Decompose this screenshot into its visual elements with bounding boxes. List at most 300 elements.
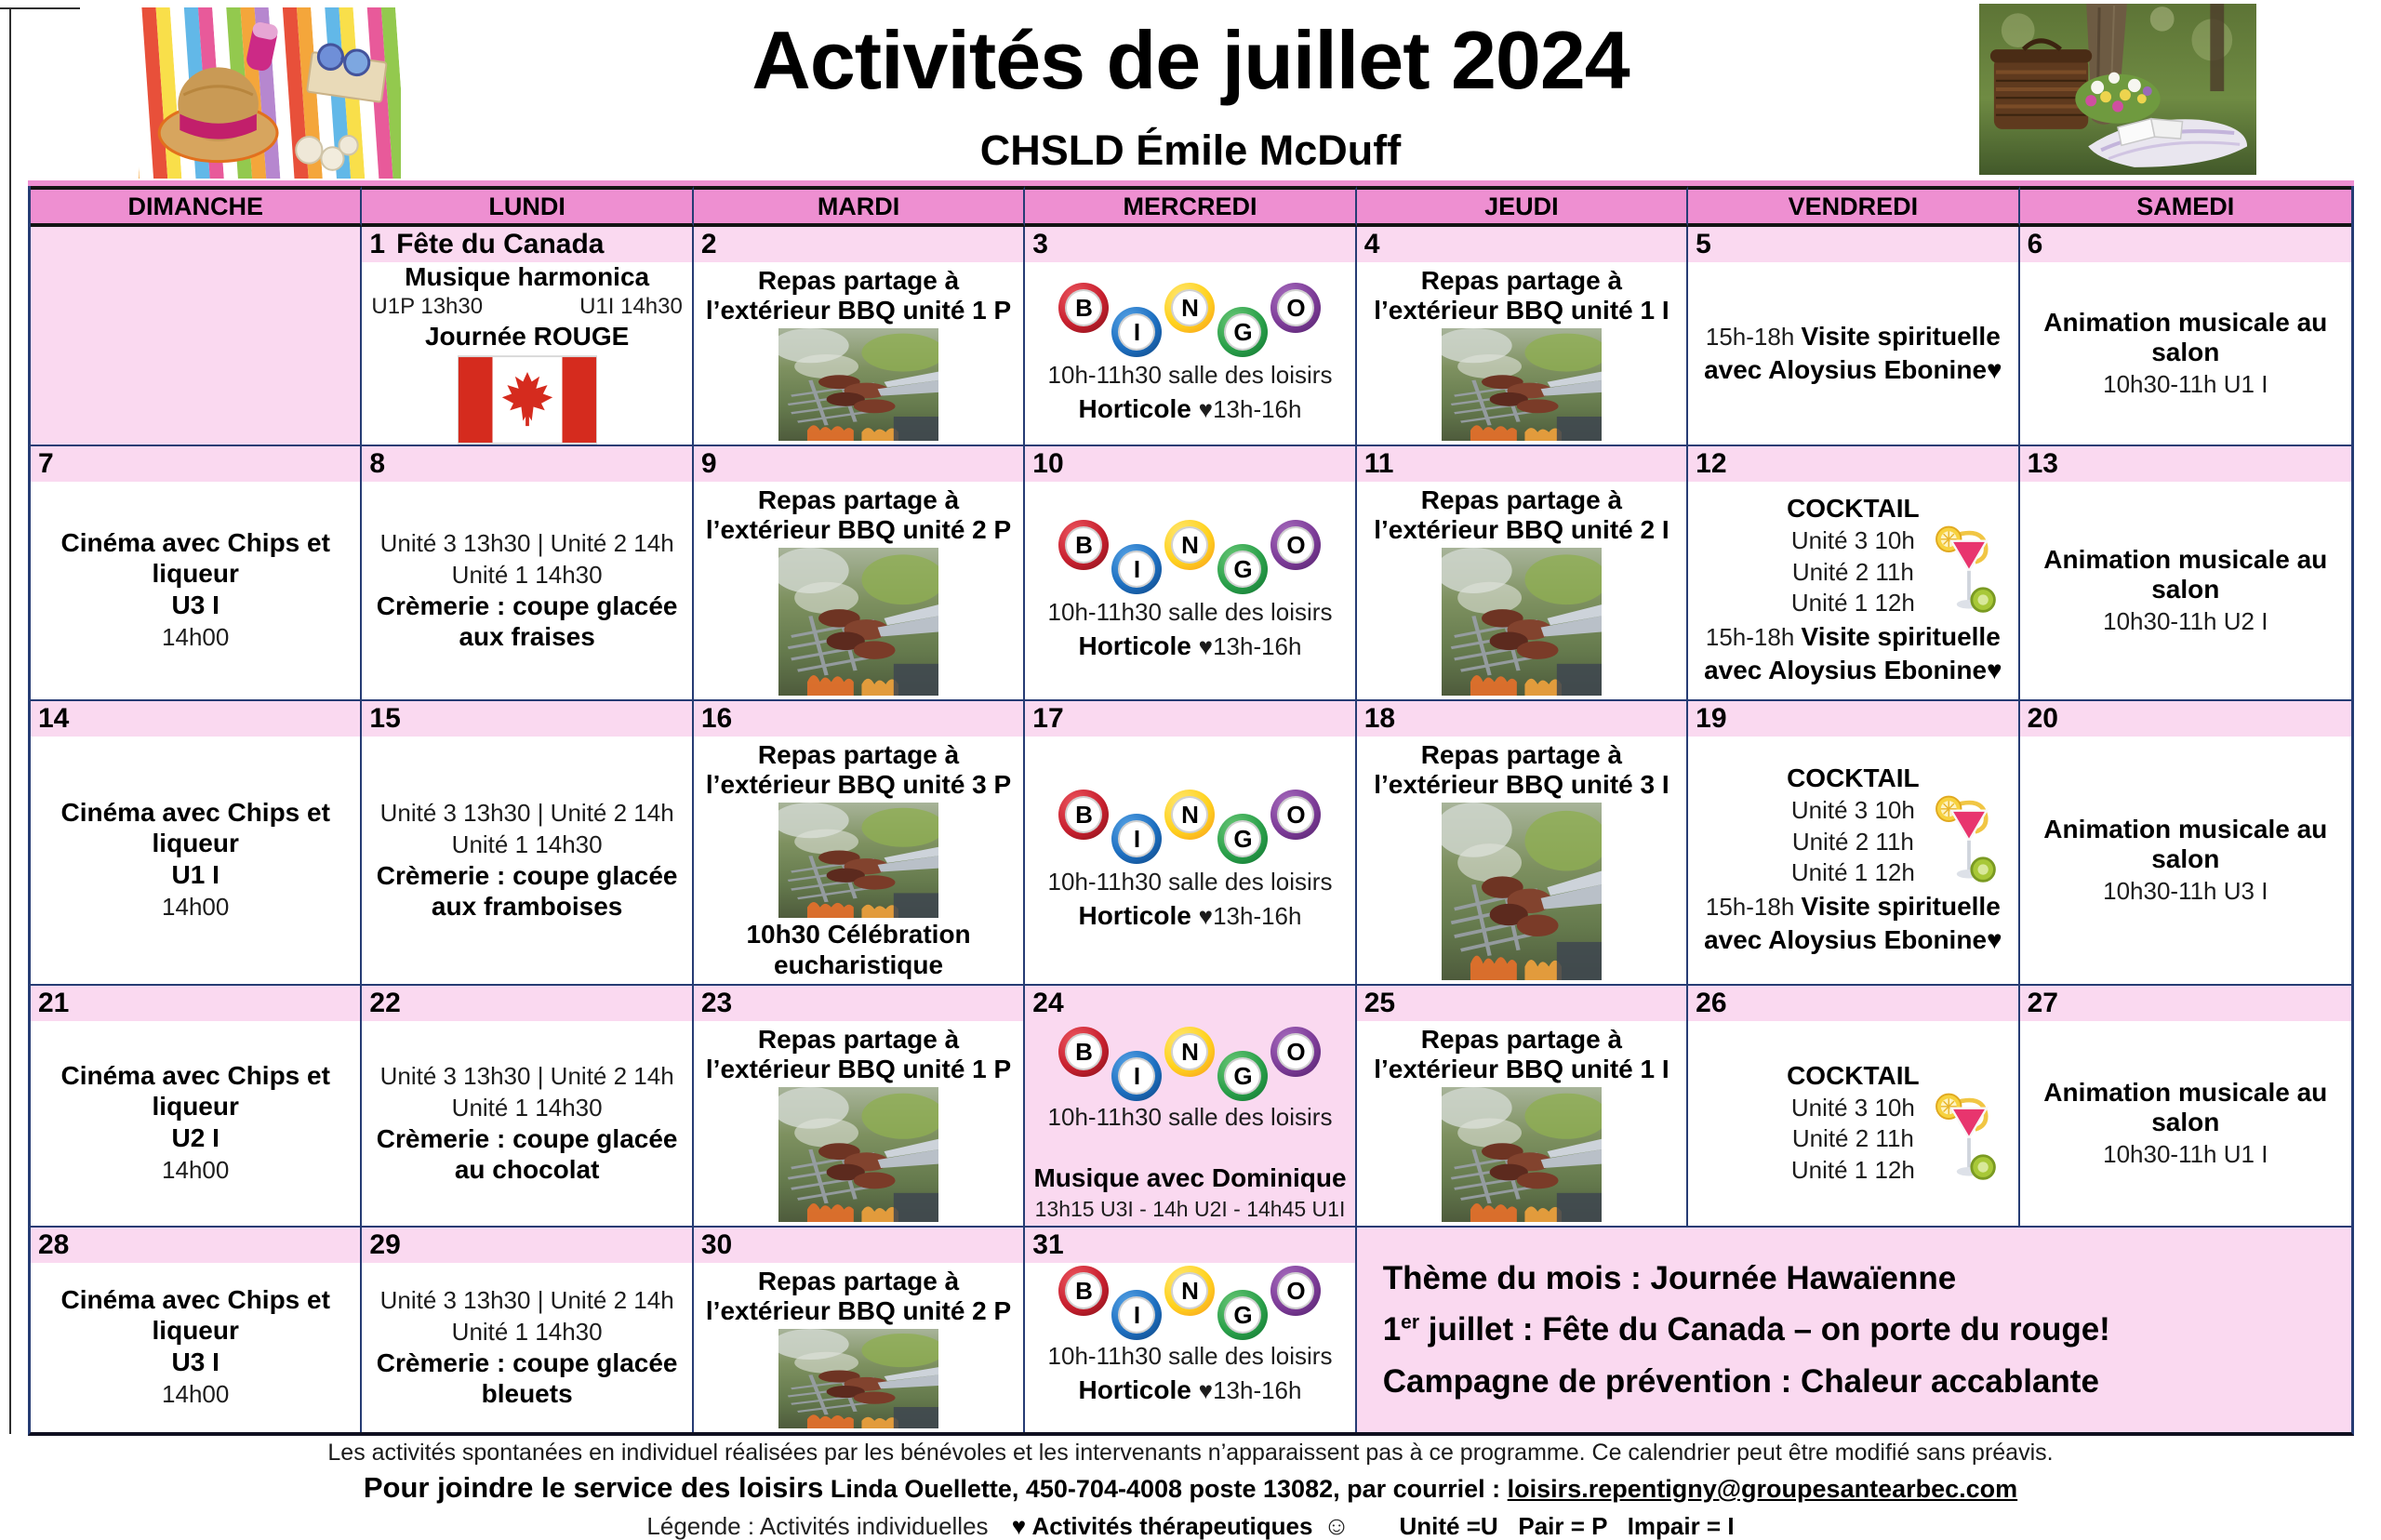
- activity-title: COCKTAIL: [1787, 494, 1920, 524]
- day-number-band: [31, 701, 360, 737]
- day-number-band: [1025, 227, 1354, 262]
- bingo-balls-graphic: [1058, 283, 1321, 359]
- weekday-header-vendredi: VENDREDI: [1688, 186, 2019, 227]
- bingo-ball-letter: N: [1181, 531, 1199, 560]
- activity-text: 10h-11h30 salle des loisirs: [1047, 598, 1333, 627]
- activity-title: Repas partage à l’extérieur BBQ unité 2 P: [705, 485, 1012, 545]
- activity-text: [1078, 392, 1301, 426]
- weekday-header-lundi: LUNDI: [362, 186, 693, 227]
- day-number: 5: [1696, 229, 1711, 259]
- day-number-band: [362, 986, 691, 1021]
- day-cell-18: [1357, 701, 1688, 986]
- time-left: U1P 13h30: [371, 294, 484, 319]
- page-subtitle: CHSLD Émile McDuff: [979, 126, 1402, 174]
- day-number: 11: [1363, 448, 1394, 479]
- day-cell-4: [1357, 227, 1688, 446]
- bingo-ball-n: [1164, 790, 1215, 840]
- day-number-band: [1688, 446, 2017, 482]
- day-number: 28: [38, 1229, 70, 1260]
- day-cell-20: [2020, 701, 2351, 986]
- activity-text: Unité 3 13h30 | Unité 2 14h: [379, 798, 674, 827]
- day-content: [1357, 262, 1686, 445]
- activity-times: [369, 294, 684, 320]
- scan-artifact-line: [0, 7, 80, 9]
- activity-title: Repas partage à l’extérieur BBQ unité 1 P: [705, 1025, 1012, 1084]
- bbq-photo: [778, 1329, 938, 1428]
- day-content: [362, 1021, 691, 1226]
- bbq-photo: [778, 1087, 938, 1222]
- bingo-ball-letter: N: [1181, 1277, 1199, 1306]
- day-number-band: [1688, 986, 2017, 1021]
- day-number: 19: [1696, 703, 1727, 734]
- day-content: [694, 1021, 1023, 1226]
- bingo-ball-o: [1270, 1266, 1321, 1316]
- bingo-balls-graphic: [1058, 790, 1321, 866]
- day-cell-2: [694, 227, 1025, 446]
- day-content: [1025, 737, 1354, 984]
- cocktail-icon: [1929, 520, 2009, 621]
- text-part: juillet : Fête du Canada – on porte du rouge!: [1419, 1311, 2110, 1348]
- day-cell-19: [1688, 701, 2019, 986]
- day-cell-14: [31, 701, 362, 986]
- day-number-band: [1025, 986, 1354, 1021]
- activity-text: 10h30-11h U1 I: [2103, 1139, 2268, 1168]
- activity-text: Unité 3 10h: [1790, 1093, 1915, 1122]
- day-content: [1357, 1021, 1686, 1226]
- activity-title: Crèmerie : coupe glacée au chocolat: [376, 1124, 678, 1184]
- bingo-ball-letter: B: [1075, 531, 1093, 560]
- bingo-ball-letter: O: [1286, 801, 1306, 830]
- bingo-ball-o: [1270, 283, 1321, 333]
- activity-title: Musique avec Dominique: [1033, 1163, 1347, 1193]
- bingo-ball-letter: G: [1233, 318, 1253, 347]
- theme-line: [1383, 1260, 2340, 1296]
- bingo-ball-letter: I: [1133, 1301, 1141, 1330]
- day-number: 21: [38, 988, 70, 1018]
- bingo-ball-letter: I: [1133, 555, 1141, 584]
- bingo-ball-letter: G: [1233, 1301, 1253, 1330]
- day-number-band: [694, 986, 1023, 1021]
- day-number-band: [694, 1228, 1023, 1263]
- bingo-ball-letter: B: [1075, 1038, 1093, 1066]
- day-content: [2020, 1021, 2351, 1226]
- email-link[interactable]: loisirs.repentigny@groupesantearbec.com: [1507, 1475, 2018, 1503]
- weekday-header-samedi: SAMEDI: [2020, 186, 2351, 227]
- bingo-ball-g: [1217, 544, 1268, 594]
- day-number: 20: [2027, 703, 2058, 734]
- bbq-photo: [1442, 1087, 1602, 1222]
- activity-text: 10h30-11h U1 I: [2103, 369, 2268, 398]
- day-content: [1688, 482, 2017, 699]
- text-part: er: [1401, 1311, 1420, 1334]
- text-part: Visite spirituelle avec Aloysius Ebonine♥: [1704, 621, 2002, 684]
- day-number: 25: [1363, 988, 1396, 1018]
- activity-text: Unité 2 11h: [1791, 827, 1914, 856]
- activity-text: 10h30-11h U2 I: [2103, 606, 2268, 635]
- day-cell-16: [694, 701, 1025, 986]
- bingo-ball-letter: O: [1286, 1277, 1306, 1306]
- day-number-band: [31, 986, 360, 1021]
- bingo-ball-n: [1164, 1266, 1215, 1316]
- day-number-band: [1025, 1228, 1354, 1263]
- activity-text: 14h00: [162, 1379, 230, 1408]
- day-content: [31, 1263, 360, 1432]
- activity-text: 14h00: [162, 892, 230, 921]
- activity-title: 10h30 Célébration eucharistique: [746, 920, 971, 979]
- bingo-ball-g: [1217, 1290, 1268, 1340]
- day-cell-5: [1688, 227, 2019, 446]
- day-number-band: [2020, 701, 2351, 737]
- day-number-band: [1688, 227, 2017, 262]
- activity-title: Musique harmonica: [405, 261, 650, 291]
- day-number: 2: [700, 229, 717, 259]
- activity-title: Cinéma avec Chips et liqueur: [60, 1061, 330, 1121]
- empty-cell: [31, 227, 362, 446]
- day-number: 1: [369, 229, 386, 259]
- day-content: [1688, 262, 2017, 445]
- text-part: Visite spirituelle avec Aloysius Ebonine♥: [1704, 891, 2002, 954]
- activity-text: Unité 1 14h30: [451, 830, 603, 858]
- activity-title: Repas partage à l’extérieur BBQ unité 2 I: [1374, 485, 1669, 545]
- footer-legend: [0, 1511, 2381, 1540]
- bingo-ball-letter: O: [1286, 1038, 1306, 1066]
- theme-line: [1383, 1363, 2340, 1400]
- day-cell-26: [1688, 986, 2019, 1228]
- footer-contact-lead: Pour joindre le service des loisirs: [363, 1471, 824, 1504]
- activity-title: Journée ROUGE: [424, 322, 630, 351]
- activity-text: 10h30-11h U3 I: [2103, 876, 2268, 905]
- day-number: 13: [2027, 448, 2058, 479]
- text-part: ♥13h-16h: [1198, 1375, 1302, 1404]
- activity-text: 10h-11h30 salle des loisirs: [1047, 361, 1333, 390]
- text-part: 15h-18h: [1705, 892, 1802, 921]
- bbq-photo: [778, 548, 938, 696]
- bingo-ball-i: [1111, 307, 1162, 357]
- activity-text: 10h-11h30 salle des loisirs: [1047, 1103, 1333, 1131]
- bbq-photo: [778, 803, 938, 918]
- bingo-ball-letter: G: [1233, 825, 1253, 854]
- footer-contact: [0, 1471, 2381, 1505]
- activity-text: Unité 1 14h30: [451, 1317, 603, 1346]
- bbq-photo: [1442, 803, 1602, 980]
- bingo-ball-i: [1111, 544, 1162, 594]
- activity-title: Animation musicale au salon: [2043, 544, 2328, 604]
- activity-title: COCKTAIL: [1787, 1061, 1920, 1091]
- day-number: 10: [1032, 448, 1064, 479]
- day-content: [694, 262, 1023, 445]
- day-content: [1025, 262, 1354, 445]
- smiley-icon: ☺: [1323, 1511, 1350, 1540]
- day-cell-31: [1025, 1228, 1356, 1432]
- time-right: U1I 14h30: [579, 294, 683, 319]
- weekday-header-mardi: MARDI: [694, 186, 1025, 227]
- activity-text: 14h00: [162, 622, 230, 651]
- activity-title: Cinéma avec Chips et liqueur: [60, 798, 330, 857]
- activity-title: Cinéma avec Chips et liqueur: [60, 528, 330, 588]
- day-number: 24: [1032, 988, 1064, 1018]
- day-number-band: [362, 701, 691, 737]
- day-content: [2020, 482, 2351, 699]
- cocktail-block: [1696, 763, 2010, 888]
- activity-text: [1078, 630, 1301, 663]
- text-part: ♥13h-16h: [1198, 394, 1302, 423]
- day-number-band: [1025, 701, 1354, 737]
- day-content: [31, 482, 360, 699]
- day-number: 6: [2027, 229, 2043, 259]
- weekday-header-jeudi: JEUDI: [1357, 186, 1688, 227]
- activity-title: Crèmerie : coupe glacée aux framboises: [376, 861, 678, 921]
- bingo-ball-letter: I: [1133, 318, 1141, 347]
- bbq-photo: [1442, 548, 1602, 696]
- activity-title: U3 I: [171, 1348, 219, 1377]
- day-content: [694, 482, 1023, 699]
- activity-text: [1696, 320, 2010, 387]
- activity-title: Animation musicale au salon: [2043, 307, 2328, 367]
- bingo-ball-letter: O: [1286, 531, 1306, 560]
- bingo-ball-letter: B: [1075, 1277, 1093, 1306]
- activity-title: Repas partage à l’extérieur BBQ unité 3 I: [1374, 740, 1669, 800]
- activity-text: Unité 3 10h: [1790, 525, 1915, 554]
- bbq-photo: [1442, 328, 1602, 441]
- activity-text: 14h00: [162, 1155, 230, 1184]
- activity-text: Unité 2 11h: [1791, 1124, 1914, 1153]
- activity-text: Unité 1 12h: [1790, 1156, 1915, 1185]
- day-cell-23: [694, 986, 1025, 1228]
- activity-text: 10h-11h30 salle des loisirs: [1047, 868, 1333, 896]
- scan-artifact-line: [9, 7, 11, 1434]
- bingo-ball-n: [1164, 283, 1215, 333]
- day-number: 29: [369, 1229, 401, 1260]
- text-part: Campagne de prévention : Chaleur accablante: [1382, 1362, 2099, 1400]
- day-number-band: [362, 1228, 691, 1263]
- legend-therapeutic: ♥ Activités thérapeutiques: [1011, 1512, 1313, 1540]
- day-number-band: [362, 446, 691, 482]
- day-cell-27: [2020, 986, 2351, 1228]
- day-number: 4: [1363, 229, 1380, 259]
- bingo-ball-g: [1217, 307, 1268, 357]
- bingo-ball-n: [1164, 520, 1215, 570]
- bingo-ball-b: [1058, 790, 1109, 840]
- text-part: ♥13h-16h: [1198, 901, 1302, 930]
- activity-title: Repas partage à l’extérieur BBQ unité 1 P: [705, 266, 1012, 325]
- day-content: [2020, 737, 2351, 984]
- day-number: 12: [1696, 448, 1727, 479]
- bingo-ball-g: [1217, 814, 1268, 864]
- text-part: Horticole: [1078, 393, 1199, 423]
- bingo-ball-letter: G: [1233, 1062, 1253, 1090]
- bingo-ball-letter: B: [1075, 294, 1093, 323]
- day-number-band: [694, 446, 1023, 482]
- day-number: 23: [700, 988, 733, 1018]
- bbq-photo: [778, 328, 938, 441]
- bingo-balls-graphic: [1058, 520, 1321, 596]
- text-part: 15h-18h: [1705, 622, 1802, 651]
- activity-text: [1078, 1374, 1301, 1407]
- day-content: [1025, 482, 1354, 699]
- activity-title: Repas partage à l’extérieur BBQ unité 1 I: [1374, 1025, 1669, 1084]
- day-cell-24: [1025, 986, 1356, 1228]
- cocktail-icon: [1929, 1087, 2009, 1188]
- day-content: [31, 737, 360, 984]
- bingo-balls-graphic: [1058, 1027, 1321, 1101]
- activity-text: Unité 1 12h: [1790, 589, 1915, 617]
- day-number: 15: [369, 703, 401, 734]
- day-number: 9: [700, 448, 717, 479]
- day-content: [1688, 737, 2017, 984]
- day-number-band: [31, 1228, 360, 1263]
- day-number: 7: [38, 448, 54, 479]
- bingo-ball-b: [1058, 520, 1109, 570]
- day-number: 17: [1032, 703, 1064, 734]
- text-part: 15h-18h: [1705, 323, 1802, 352]
- day-cell-9: [694, 446, 1025, 701]
- activity-title: Animation musicale au salon: [2043, 1077, 2328, 1137]
- theme-box: [1357, 1228, 2351, 1432]
- theme-line: [1383, 1311, 2340, 1348]
- day-number-band: [1357, 446, 1686, 482]
- day-cell-15: [362, 701, 693, 986]
- day-number-band: [694, 701, 1023, 737]
- activity-text: 10h-11h30 salle des loisirs: [1047, 1342, 1333, 1371]
- day-number-band: [2020, 446, 2351, 482]
- day-content: [694, 1263, 1023, 1432]
- activity-text: Unité 1 12h: [1790, 858, 1915, 887]
- day-number: 27: [2027, 988, 2058, 1018]
- day-content: [1025, 1263, 1354, 1408]
- bingo-ball-i: [1111, 1051, 1162, 1101]
- text-part: Horticole: [1078, 631, 1199, 660]
- footer-note: Les activités spontanées en individuel réalisées par les bénévoles et les intervenants n’apparaissent pas à ce programme. Ce calendrier peut être modifié sans préavis.: [327, 1440, 2054, 1466]
- activity-text: Unité 3 13h30 | Unité 2 14h: [379, 1285, 674, 1314]
- day-number-band: [2020, 227, 2351, 262]
- day-cell-17: [1025, 701, 1356, 986]
- day-content: [1357, 737, 1686, 984]
- day-content: [1688, 1021, 2017, 1226]
- canada-flag-graphic: [458, 355, 597, 445]
- day-number: 16: [700, 703, 733, 734]
- activity-title: Crèmerie : coupe glacée aux fraises: [376, 591, 678, 651]
- bingo-ball-letter: I: [1133, 825, 1141, 854]
- picnic-blanket-photo: [139, 7, 401, 179]
- day-content: [1357, 482, 1686, 699]
- bingo-ball-letter: O: [1286, 294, 1306, 323]
- legend-codes: Unité =U Pair = P Impair = I: [1399, 1512, 1735, 1540]
- day-number: 30: [700, 1229, 733, 1260]
- day-number-band: [2020, 986, 2351, 1021]
- activity-title: Animation musicale au salon: [2043, 814, 2328, 874]
- text-part: Horticole: [1078, 900, 1199, 930]
- day-number: 22: [369, 988, 401, 1018]
- day-content: [362, 737, 691, 984]
- day-cell-29: [362, 1228, 693, 1432]
- day-number-band: [1357, 227, 1686, 262]
- activity-title: U2 I: [171, 1123, 219, 1153]
- day-cell-7: [31, 446, 362, 701]
- bingo-ball-letter: N: [1181, 1038, 1199, 1066]
- day-number-band: [1357, 986, 1686, 1021]
- activity-text: Unité 3 10h: [1790, 795, 1915, 824]
- day-content: [1025, 1021, 1354, 1226]
- day-cell-10: [1025, 446, 1356, 701]
- day-content: [2020, 262, 2351, 445]
- activity-text: [1696, 890, 2010, 957]
- day-cell-28: [31, 1228, 362, 1432]
- bingo-ball-i: [1111, 1290, 1162, 1340]
- day-number-band: [362, 227, 691, 262]
- day-number: 18: [1363, 703, 1396, 734]
- day-cell-30: [694, 1228, 1025, 1432]
- bingo-ball-o: [1270, 520, 1321, 570]
- day-number: 8: [369, 448, 386, 479]
- activity-text: Unité 1 14h30: [451, 1093, 603, 1122]
- footer-contact-info: Linda Ouellette, 450-704-4008 poste 13082, par courriel :: [823, 1475, 1508, 1503]
- day-cell-1: [362, 227, 693, 446]
- day-content: [31, 1021, 360, 1226]
- bingo-ball-b: [1058, 1027, 1109, 1077]
- bingo-ball-letter: G: [1233, 555, 1253, 584]
- day-cell-11: [1357, 446, 1688, 701]
- activity-title: U1 I: [171, 860, 219, 890]
- page-title: Activités de juillet 2024: [752, 14, 1629, 106]
- activity-text: Unité 2 11h: [1791, 557, 1914, 586]
- text-part: Thème du mois : Journée Hawaïenne: [1382, 1260, 1957, 1297]
- day-cell-22: [362, 986, 693, 1228]
- activity-title: Repas partage à l’extérieur BBQ unité 2 P: [705, 1267, 1012, 1326]
- activity-text: Unité 1 14h30: [451, 560, 603, 589]
- day-number-band: [31, 446, 360, 482]
- weekday-header-mercredi: MERCREDI: [1025, 186, 1356, 227]
- day-cell-6: [2020, 227, 2351, 446]
- activity-title: COCKTAIL: [1787, 763, 1920, 793]
- activity-title: Repas partage à l’extérieur BBQ unité 1 I: [1374, 266, 1669, 325]
- picnic-basket-photo: [1979, 4, 2256, 175]
- weekday-header-dimanche: DIMANCHE: [31, 186, 362, 227]
- text-part: 1: [1382, 1311, 1402, 1348]
- activity-text: Unité 3 13h30 | Unité 2 14h: [379, 528, 674, 557]
- activity-title: Crèmerie : coupe glacée bleuets: [376, 1348, 678, 1408]
- bingo-ball-o: [1270, 790, 1321, 840]
- bingo-ball-letter: I: [1133, 1062, 1141, 1090]
- activity-title: Cinéma avec Chips et liqueur: [60, 1285, 330, 1345]
- bingo-ball-o: [1270, 1027, 1321, 1077]
- text-part: Horticole: [1078, 1374, 1199, 1404]
- bingo-ball-letter: N: [1181, 801, 1199, 830]
- bingo-ball-i: [1111, 814, 1162, 864]
- day-cell-12: [1688, 446, 2019, 701]
- day-number: 31: [1032, 1229, 1064, 1260]
- bingo-ball-b: [1058, 283, 1109, 333]
- day-cell-21: [31, 986, 362, 1228]
- bingo-ball-b: [1058, 1266, 1109, 1316]
- day-content: [362, 1263, 691, 1432]
- day-content: [362, 262, 691, 445]
- activity-text: [1696, 620, 2010, 687]
- day-cell-8: [362, 446, 693, 701]
- day-number-band: [694, 227, 1023, 262]
- day-number: 26: [1696, 988, 1727, 1018]
- day-cell-25: [1357, 986, 1688, 1228]
- bingo-balls-graphic: [1058, 1266, 1321, 1340]
- day-cell-3: [1025, 227, 1356, 446]
- cocktail-block: [1696, 494, 2010, 618]
- bingo-ball-g: [1217, 1051, 1268, 1101]
- footer: [0, 1440, 2381, 1540]
- cocktail-icon: [1929, 790, 2009, 891]
- bingo-ball-letter: B: [1075, 801, 1093, 830]
- day-number: 14: [38, 703, 70, 734]
- day-number: 3: [1032, 229, 1048, 259]
- activity-title: Repas partage à l’extérieur BBQ unité 3 P: [705, 740, 1012, 800]
